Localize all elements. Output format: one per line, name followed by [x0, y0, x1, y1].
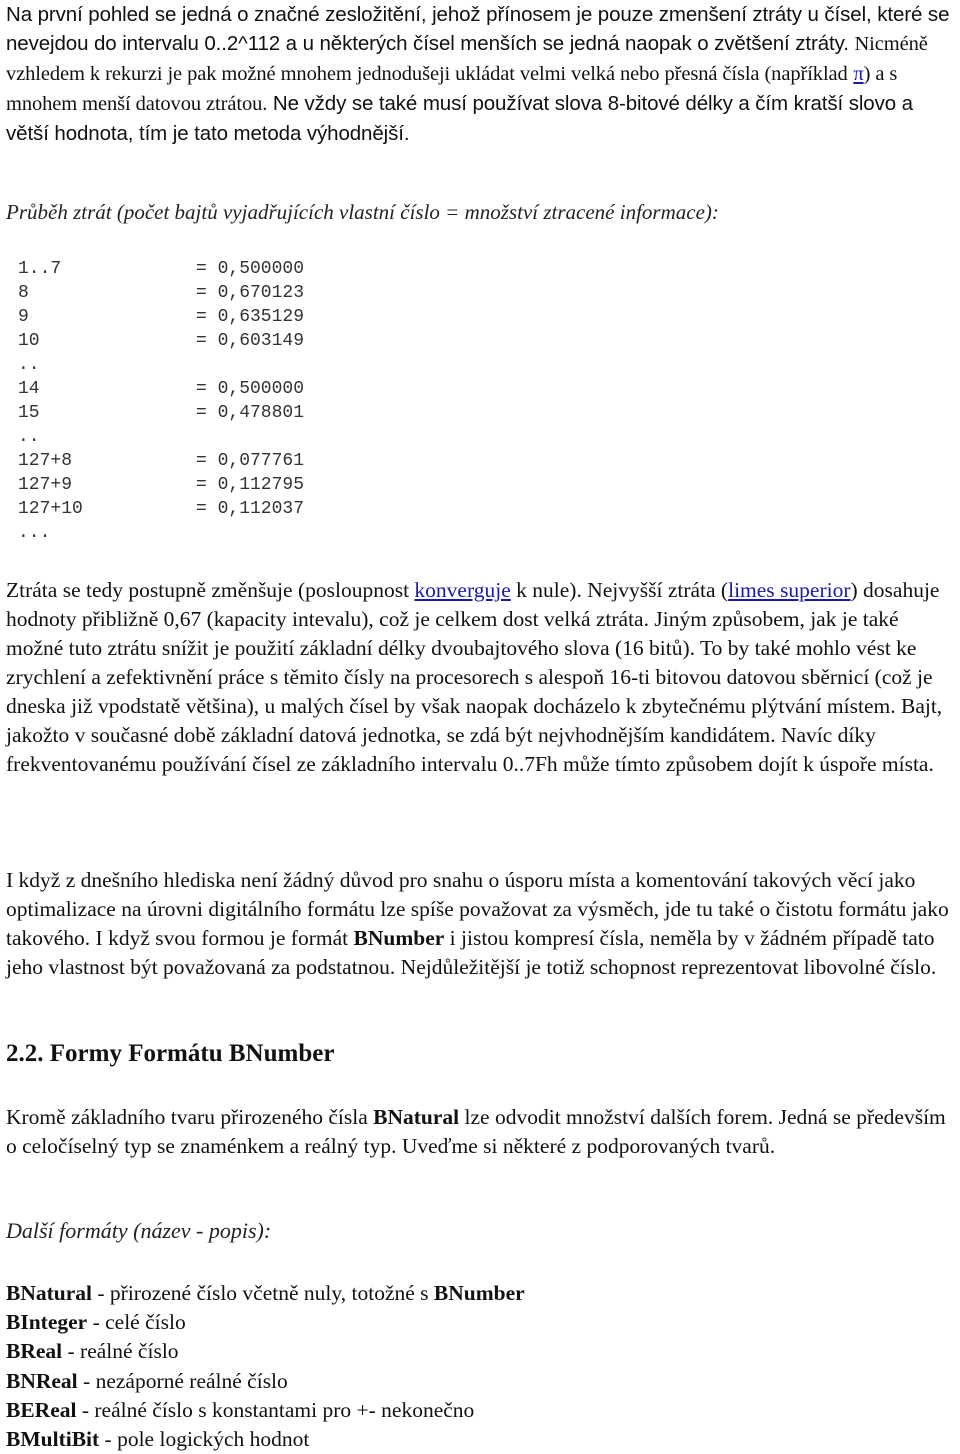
loss-table-key: 127+8	[18, 451, 73, 471]
loss-table-row	[18, 257, 304, 281]
format-name: BNReal	[6, 1368, 78, 1393]
paragraph-text: i jistou kompresí čísla, neměla by v žádném případě tato jeho vlastnost být považovaná za podstatnou. Nejdůležitější je totiž schopnost reprezentovat libovolné číslo.	[6, 926, 937, 979]
loss-explanation-paragraph	[6, 576, 958, 779]
intro-text-3: ) a s mnohem menší datovou ztrátou.	[6, 63, 898, 115]
loss-table-key: 14	[18, 379, 40, 399]
format-name: BMultiBit	[6, 1427, 100, 1452]
loss-table-row	[18, 425, 304, 449]
loss-table-key: 1..7	[18, 259, 62, 279]
loss-table-value: = 0,478801	[196, 403, 305, 423]
loss-table-row	[18, 401, 304, 425]
loss-table-row	[18, 377, 304, 401]
loss-table-value: = 0,077761	[196, 451, 305, 471]
format-item	[6, 1279, 525, 1308]
loss-table-row	[18, 281, 304, 305]
paragraph-text: ) dosahuje hodnoty přibližně 0,67 (kapacity intevalu), což je celkem dost velká ztráta. Jiným způsobem, jak je také možné tuto ztrátu snížit je použití základní délky dvoubajtového slova (16 bitů). To by také mohlo vést ke zrychlení a zefektivnění práce s těmito čísly na procesorech s alespoň 16-ti bitovou datovou sběrnicí (což je dneska již vpodstatě většina), u malých čísel by však naopak docházelo k zbytečnému plýtvání místem. Bajt, jakožto v současné době základní datová jednotka, se zdá být nejvhodnějším kandidátem. Navíc díky frekventovanému používání čísel ze základního intervalu 0..7Fh může tímto způsobem dojít k úspoře místa.	[6, 578, 943, 776]
bnatural-term: BNatural	[373, 1105, 460, 1129]
bnumber-term: BNumber	[353, 926, 445, 950]
intro-paragraph	[6, 0, 958, 148]
compression-paragraph	[6, 866, 958, 982]
loss-table-key: ..	[18, 355, 40, 375]
paragraph-text: Ztráta se tedy postupně změnšuje (posloupnost	[6, 578, 410, 602]
format-description: - nezáporné reálné číslo	[77, 1368, 288, 1393]
loss-table-key: 127+9	[18, 475, 73, 495]
loss-table-row	[18, 497, 304, 521]
section-heading: 2.2. Formy Formátu BNumber	[6, 1040, 335, 1067]
format-description: - přirozené číslo včetně nuly, totožné s	[92, 1281, 434, 1305]
loss-table	[18, 257, 304, 545]
loss-table-key: 127+10	[18, 499, 83, 519]
loss-caption: Průběh ztrát (počet bajtů vyjadřujících vlastní číslo = množství ztracené informace):	[6, 200, 719, 224]
intro-text-1: Na první pohled se jedná o značné zesložitění, jehož přínosem je pouze zmenšení ztráty u čísel, které se nevejdou do intervalu 0..2^112 a u některých čísel menších se jedná naopak o zvětšení ztráty.	[6, 3, 950, 55]
format-description: - reálné číslo s konstantami pro +- nekonečno	[76, 1397, 475, 1422]
loss-table-value: = 0,635129	[196, 307, 305, 327]
paragraph-text: I když z dnešního hlediska není žádný důvod pro snahu o úsporu místa a komentování takových věcí jako optimalizace na úrovni digitálního formátu lze spíše považovat za výsměch, jde tu také o čistotu formátu jako takového. I když svou formou je formát	[6, 868, 949, 950]
format-description: - pole logických hodnot	[99, 1427, 310, 1452]
loss-table-value: = 0,112795	[196, 475, 305, 495]
paragraph-text: lze odvodit množství dalších forem. Jedná se především o celočíselný typ se znaménkem a reálný typ. Uveďme si některé z podporovaných tvarů.	[6, 1105, 946, 1158]
forms-paragraph	[6, 1103, 958, 1161]
loss-table-value: = 0,500000	[196, 379, 305, 399]
format-name: BReal	[6, 1339, 63, 1364]
loss-table-row	[18, 305, 304, 329]
format-item	[6, 1367, 525, 1396]
loss-table-row	[18, 329, 304, 353]
loss-table-key: 9	[18, 307, 29, 327]
loss-table-row	[18, 449, 304, 473]
format-reference: BNumber	[433, 1281, 525, 1305]
paragraph-text: Kromě základního tvaru přirozeného čísla	[6, 1105, 368, 1129]
loss-table-key: 8	[18, 283, 29, 303]
format-description: - celé číslo	[87, 1310, 186, 1335]
pi-link[interactable]: π	[853, 63, 864, 85]
paragraph-text: k nule). Nejvyšší ztráta (	[516, 578, 729, 602]
intro-text-4: Ne vždy se také musí používat slova 8-bitové délky a čím kratší slovo a větší hodnota, tím je tato metoda výhodnější.	[6, 92, 913, 145]
formats-caption: Další formáty (název - popis):	[6, 1218, 272, 1243]
format-name: BEReal	[6, 1397, 77, 1422]
loss-table-row	[18, 521, 304, 545]
limes-superior-link[interactable]: limes superior	[728, 578, 851, 602]
formats-list	[6, 1279, 525, 1454]
format-item	[6, 1337, 525, 1366]
format-item	[6, 1425, 525, 1454]
loss-table-key: 15	[18, 403, 40, 423]
loss-table-value: = 0,112037	[196, 499, 305, 519]
format-item	[6, 1308, 525, 1337]
loss-table-key: 10	[18, 331, 40, 351]
format-name: BNatural	[6, 1281, 92, 1305]
format-item	[6, 1396, 525, 1425]
format-name: BInteger	[6, 1310, 88, 1335]
format-description: - reálné číslo	[62, 1339, 179, 1364]
loss-table-row	[18, 473, 304, 497]
loss-table-value: = 0,500000	[196, 259, 305, 279]
loss-table-row	[18, 353, 304, 377]
loss-table-value: = 0,603149	[196, 331, 305, 351]
loss-table-value: = 0,670123	[196, 283, 305, 303]
loss-table-key: ...	[18, 523, 51, 543]
intro-text-2: Nicméně vzhledem k rekurzi je pak možné mnohem jednodušeji ukládat velmi velká nebo přesná čísla (například	[6, 33, 928, 85]
loss-table-key: ..	[18, 427, 40, 447]
konverguje-link[interactable]: konverguje	[414, 578, 511, 602]
